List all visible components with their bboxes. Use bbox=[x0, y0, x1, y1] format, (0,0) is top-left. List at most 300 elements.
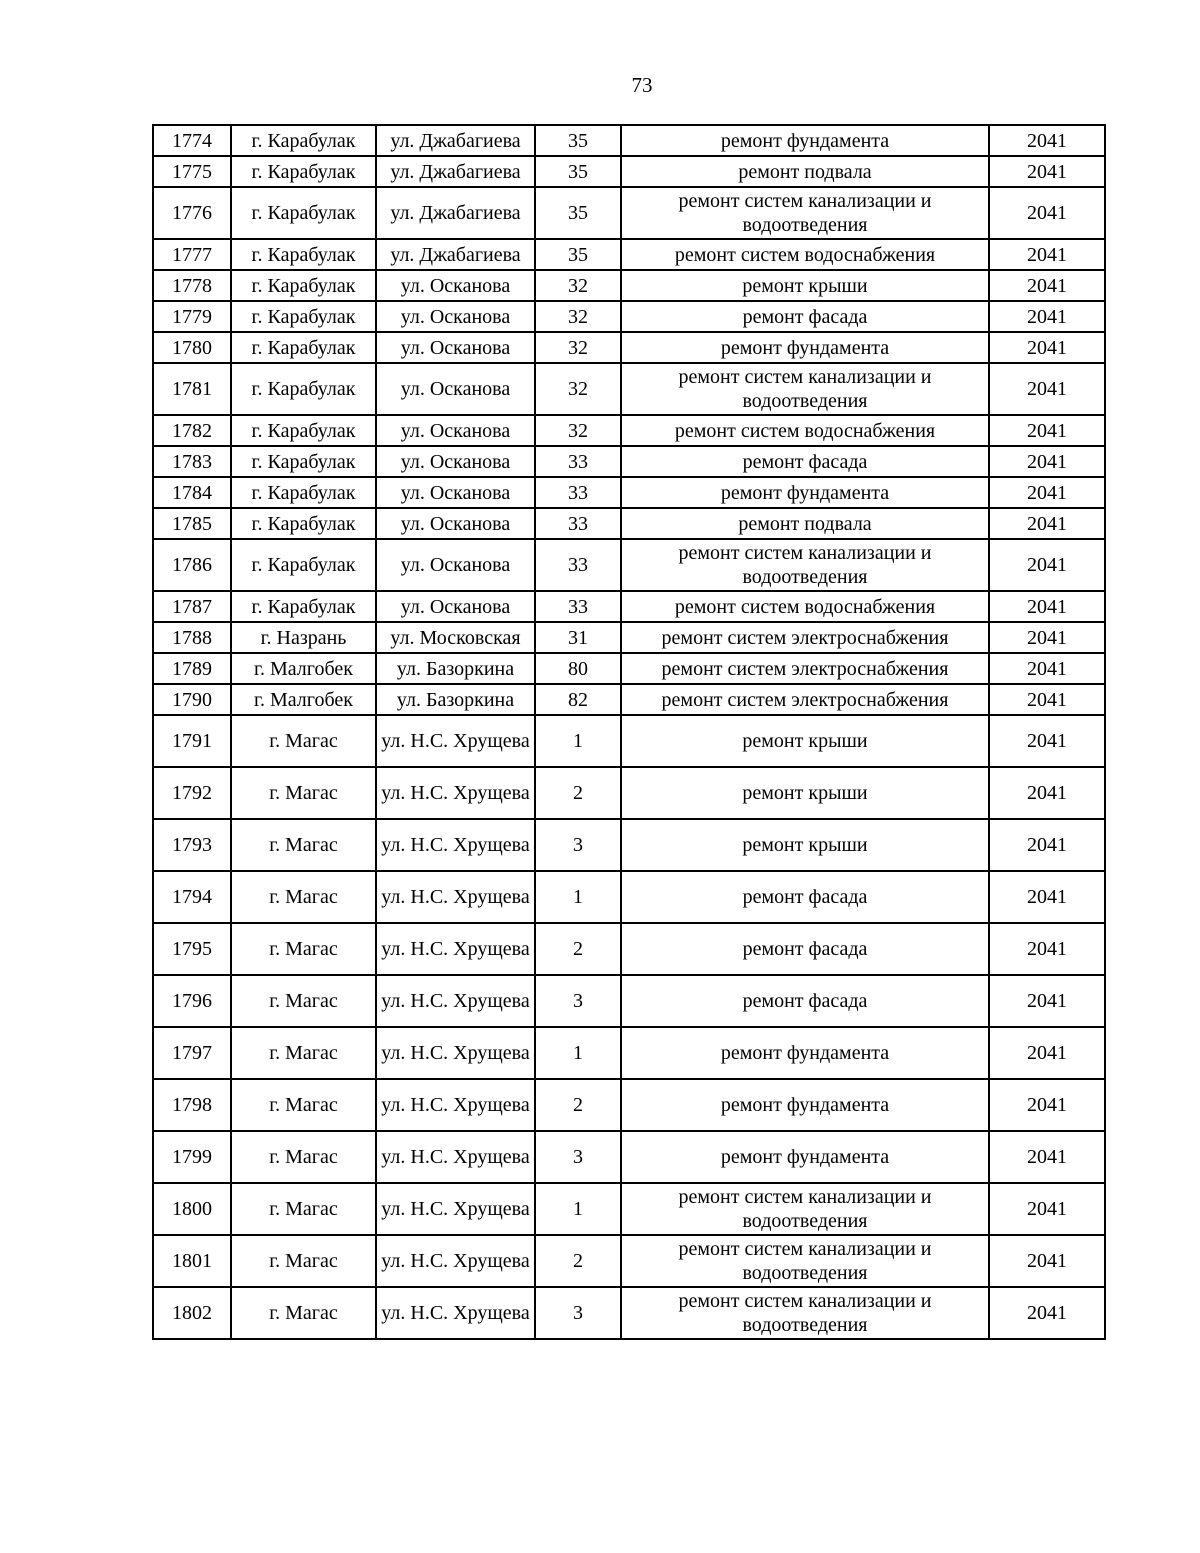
cell-number bbox=[153, 1131, 231, 1183]
cell-street-text: ул. Н.С. Хрущева bbox=[381, 886, 530, 908]
cell-street-text: ул. Осканова bbox=[400, 450, 511, 473]
cell-house bbox=[535, 477, 621, 508]
cell-street-text: ул. Н.С. Хрущева bbox=[381, 1250, 530, 1272]
cell-work-type bbox=[621, 975, 989, 1027]
cell-year bbox=[989, 1027, 1105, 1079]
cell-year-text: 2041 bbox=[1027, 886, 1067, 908]
cell-house bbox=[535, 923, 621, 975]
cell-city-text: г. Магас bbox=[269, 1302, 338, 1324]
table-row bbox=[153, 767, 1105, 819]
cell-year-text: 2041 bbox=[1027, 305, 1067, 328]
cell-city-text: г. Карабулак bbox=[251, 305, 356, 328]
cell-year-text: 2041 bbox=[1027, 160, 1067, 183]
cell-house-text: 3 bbox=[573, 1146, 583, 1168]
cell-city-text: г. Карабулак bbox=[251, 378, 356, 400]
cell-work-type-text: ремонт систем канализации и водоотведения bbox=[678, 1290, 932, 1336]
cell-street-text: ул. Осканова bbox=[400, 595, 511, 618]
cell-house-text: 31 bbox=[568, 626, 588, 649]
cell-work-type bbox=[621, 477, 989, 508]
cell-street-text: ул. Московская bbox=[390, 626, 521, 649]
cell-house bbox=[535, 1287, 621, 1339]
cell-year-text: 2041 bbox=[1027, 450, 1067, 473]
cell-number-text: 1785 bbox=[172, 512, 212, 535]
cell-city bbox=[231, 1079, 376, 1131]
cell-number-text: 1789 bbox=[172, 657, 212, 680]
cell-year bbox=[989, 767, 1105, 819]
cell-house bbox=[535, 684, 621, 715]
table-row bbox=[153, 187, 1105, 239]
cell-city-text: г. Магас bbox=[269, 1146, 338, 1168]
cell-work-type bbox=[621, 871, 989, 923]
page-number: 73 bbox=[631, 73, 653, 97]
cell-city bbox=[231, 653, 376, 684]
cell-work-type-text: ремонт фундамента bbox=[720, 336, 890, 359]
cell-number-text: 1787 bbox=[172, 595, 212, 618]
cell-work-type bbox=[621, 923, 989, 975]
cell-house bbox=[535, 332, 621, 363]
cell-number-text: 1777 bbox=[172, 243, 212, 266]
cell-city bbox=[231, 622, 376, 653]
cell-house-text: 3 bbox=[573, 1302, 583, 1324]
cell-number-text: 1796 bbox=[172, 990, 212, 1012]
cell-year bbox=[989, 591, 1105, 622]
cell-year bbox=[989, 477, 1105, 508]
cell-year bbox=[989, 270, 1105, 301]
cell-house-text: 33 bbox=[568, 481, 588, 504]
table-row bbox=[153, 923, 1105, 975]
cell-street bbox=[376, 1131, 535, 1183]
cell-work-type bbox=[621, 1027, 989, 1079]
cell-number-text: 1802 bbox=[172, 1302, 212, 1324]
cell-house bbox=[535, 1235, 621, 1287]
cell-city-text: г. Карабулак bbox=[251, 595, 356, 618]
cell-number bbox=[153, 1235, 231, 1287]
cell-work-type-text: ремонт фасада bbox=[742, 305, 868, 328]
cell-number-text: 1782 bbox=[172, 419, 212, 442]
cell-house-text: 1 bbox=[573, 1198, 583, 1220]
cell-work-type-text: ремонт фундамента bbox=[720, 481, 890, 504]
cell-street-text: ул. Н.С. Хрущева bbox=[381, 1042, 530, 1064]
cell-number-text: 1791 bbox=[172, 730, 212, 752]
cell-street-text: ул. Н.С. Хрущева bbox=[381, 730, 530, 752]
cell-work-type bbox=[621, 301, 989, 332]
cell-work-type bbox=[621, 1079, 989, 1131]
cell-number bbox=[153, 591, 231, 622]
table-row bbox=[153, 1079, 1105, 1131]
cell-work-type bbox=[621, 1131, 989, 1183]
cell-number-text: 1778 bbox=[172, 274, 212, 297]
cell-year-text: 2041 bbox=[1027, 419, 1067, 442]
cell-street bbox=[376, 125, 535, 156]
cell-city-text: г. Карабулак bbox=[251, 274, 356, 297]
cell-city-text: г. Карабулак bbox=[251, 512, 356, 535]
table-row bbox=[153, 270, 1105, 301]
cell-year bbox=[989, 622, 1105, 653]
cell-street-text: ул. Джабагиева bbox=[390, 243, 521, 266]
cell-year-text: 2041 bbox=[1027, 336, 1067, 359]
cell-number-text: 1801 bbox=[172, 1250, 212, 1272]
cell-number bbox=[153, 125, 231, 156]
cell-house-text: 3 bbox=[573, 990, 583, 1012]
cell-house bbox=[535, 653, 621, 684]
cell-number bbox=[153, 156, 231, 187]
cell-city-text: г. Магас bbox=[269, 938, 338, 960]
cell-year bbox=[989, 1183, 1105, 1235]
cell-year-text: 2041 bbox=[1027, 1250, 1067, 1272]
cell-city-text: г. Карабулак bbox=[251, 336, 356, 359]
cell-street-text: ул. Базоркина bbox=[396, 688, 515, 711]
cell-street bbox=[376, 539, 535, 591]
cell-work-type-text: ремонт крыши bbox=[742, 274, 868, 297]
cell-city-text: г. Назрань bbox=[260, 626, 347, 649]
cell-number bbox=[153, 1287, 231, 1339]
cell-street-text: ул. Осканова bbox=[400, 512, 511, 535]
cell-street-text: ул. Н.С. Хрущева bbox=[381, 938, 530, 960]
cell-street-text: ул. Н.С. Хрущева bbox=[381, 1302, 530, 1324]
cell-street-text: ул. Осканова bbox=[400, 378, 511, 400]
cell-year-text: 2041 bbox=[1027, 512, 1067, 535]
cell-city bbox=[231, 1027, 376, 1079]
cell-house-text: 33 bbox=[568, 512, 588, 535]
cell-street bbox=[376, 622, 535, 653]
cell-year-text: 2041 bbox=[1027, 938, 1067, 960]
cell-house bbox=[535, 1079, 621, 1131]
cell-work-type bbox=[621, 156, 989, 187]
cell-street bbox=[376, 767, 535, 819]
cell-house bbox=[535, 767, 621, 819]
cell-house-text: 2 bbox=[573, 1094, 583, 1116]
cell-street-text: ул. Осканова bbox=[400, 481, 511, 504]
cell-number-text: 1794 bbox=[172, 886, 212, 908]
cell-number bbox=[153, 767, 231, 819]
cell-year bbox=[989, 684, 1105, 715]
table-row bbox=[153, 1235, 1105, 1287]
cell-work-type bbox=[621, 715, 989, 767]
cell-year-text: 2041 bbox=[1027, 274, 1067, 297]
cell-work-type-text: ремонт крыши bbox=[742, 782, 868, 804]
cell-house bbox=[535, 270, 621, 301]
table-row bbox=[153, 301, 1105, 332]
cell-number bbox=[153, 363, 231, 415]
cell-number-text: 1781 bbox=[172, 378, 212, 400]
table-row bbox=[153, 1287, 1105, 1339]
cell-street bbox=[376, 1027, 535, 1079]
cell-city-text: г. Магас bbox=[269, 730, 338, 752]
cell-house-text: 35 bbox=[568, 243, 588, 266]
cell-city bbox=[231, 1183, 376, 1235]
cell-city-text: г. Магас bbox=[269, 1198, 338, 1220]
cell-number bbox=[153, 684, 231, 715]
cell-work-type-text: ремонт систем водоснабжения bbox=[674, 595, 936, 618]
cell-work-type-text: ремонт систем канализации и водоотведения bbox=[678, 1238, 932, 1284]
cell-house-text: 32 bbox=[568, 419, 588, 442]
cell-work-type-text: ремонт подвала bbox=[738, 512, 872, 535]
cell-work-type-text: ремонт фасада bbox=[742, 938, 868, 960]
cell-number-text: 1784 bbox=[172, 481, 212, 504]
cell-year bbox=[989, 508, 1105, 539]
cell-work-type-text: ремонт систем канализации и водоотведения bbox=[678, 1186, 932, 1232]
cell-street bbox=[376, 819, 535, 871]
cell-house bbox=[535, 301, 621, 332]
cell-house bbox=[535, 622, 621, 653]
cell-house bbox=[535, 1027, 621, 1079]
cell-year-text: 2041 bbox=[1027, 595, 1067, 618]
table-body bbox=[153, 125, 1105, 1339]
table-row bbox=[153, 415, 1105, 446]
cell-house-text: 1 bbox=[573, 886, 583, 908]
cell-city-text: г. Карабулак bbox=[251, 481, 356, 504]
cell-number-text: 1797 bbox=[172, 1042, 212, 1064]
cell-street bbox=[376, 187, 535, 239]
repair-schedule-table bbox=[152, 124, 1106, 1340]
cell-work-type bbox=[621, 591, 989, 622]
cell-year-text: 2041 bbox=[1027, 1146, 1067, 1168]
cell-house bbox=[535, 1183, 621, 1235]
cell-work-type bbox=[621, 239, 989, 270]
cell-work-type bbox=[621, 539, 989, 591]
cell-city-text: г. Магас bbox=[269, 1042, 338, 1064]
cell-number bbox=[153, 539, 231, 591]
cell-house-text: 32 bbox=[568, 378, 588, 400]
cell-street bbox=[376, 415, 535, 446]
cell-street bbox=[376, 363, 535, 415]
cell-street bbox=[376, 923, 535, 975]
cell-street bbox=[376, 975, 535, 1027]
cell-city bbox=[231, 591, 376, 622]
cell-city-text: г. Магас bbox=[269, 990, 338, 1012]
cell-work-type bbox=[621, 1183, 989, 1235]
cell-work-type-text: ремонт систем канализации и водоотведения bbox=[678, 542, 932, 588]
cell-number bbox=[153, 446, 231, 477]
cell-city-text: г. Карабулак bbox=[251, 243, 356, 266]
cell-number-text: 1790 bbox=[172, 688, 212, 711]
cell-work-type-text: ремонт систем электроснабжения bbox=[661, 626, 949, 649]
cell-work-type bbox=[621, 819, 989, 871]
cell-work-type bbox=[621, 446, 989, 477]
cell-year bbox=[989, 715, 1105, 767]
cell-house bbox=[535, 187, 621, 239]
table-row bbox=[153, 539, 1105, 591]
cell-city-text: г. Магас bbox=[269, 1250, 338, 1272]
cell-work-type-text: ремонт фасада bbox=[742, 886, 868, 908]
cell-work-type bbox=[621, 653, 989, 684]
table-row bbox=[153, 684, 1105, 715]
cell-city-text: г. Карабулак bbox=[251, 202, 356, 224]
cell-city bbox=[231, 1235, 376, 1287]
cell-number bbox=[153, 1183, 231, 1235]
cell-year bbox=[989, 539, 1105, 591]
cell-year-text: 2041 bbox=[1027, 782, 1067, 804]
cell-city bbox=[231, 975, 376, 1027]
cell-street-text: ул. Н.С. Хрущева bbox=[381, 1094, 530, 1116]
cell-house-text: 35 bbox=[568, 160, 588, 183]
cell-city-text: г. Карабулак bbox=[251, 450, 356, 473]
cell-work-type bbox=[621, 622, 989, 653]
cell-year-text: 2041 bbox=[1027, 730, 1067, 752]
cell-number-text: 1779 bbox=[172, 305, 212, 328]
cell-city-text: г. Магас bbox=[269, 834, 338, 856]
cell-year-text: 2041 bbox=[1027, 834, 1067, 856]
cell-city bbox=[231, 270, 376, 301]
cell-street-text: ул. Н.С. Хрущева bbox=[381, 990, 530, 1012]
cell-year bbox=[989, 819, 1105, 871]
cell-number-text: 1776 bbox=[172, 202, 212, 224]
cell-year bbox=[989, 1235, 1105, 1287]
cell-year bbox=[989, 975, 1105, 1027]
cell-street-text: ул. Н.С. Хрущева bbox=[381, 1146, 530, 1168]
cell-house-text: 1 bbox=[573, 1042, 583, 1064]
cell-street bbox=[376, 653, 535, 684]
cell-street bbox=[376, 301, 535, 332]
cell-year bbox=[989, 1131, 1105, 1183]
cell-work-type-text: ремонт фасада bbox=[742, 450, 868, 473]
table-row bbox=[153, 715, 1105, 767]
cell-work-type bbox=[621, 508, 989, 539]
cell-street bbox=[376, 239, 535, 270]
cell-year bbox=[989, 301, 1105, 332]
cell-house-text: 2 bbox=[573, 1250, 583, 1272]
cell-year-text: 2041 bbox=[1027, 657, 1067, 680]
cell-number-text: 1795 bbox=[172, 938, 212, 960]
cell-work-type-text: ремонт фундамента bbox=[720, 1094, 890, 1116]
cell-city bbox=[231, 508, 376, 539]
cell-year bbox=[989, 871, 1105, 923]
cell-number bbox=[153, 301, 231, 332]
cell-year bbox=[989, 239, 1105, 270]
cell-work-type bbox=[621, 363, 989, 415]
cell-house-text: 33 bbox=[568, 450, 588, 473]
cell-number bbox=[153, 1027, 231, 1079]
cell-number-text: 1786 bbox=[172, 554, 212, 576]
cell-house bbox=[535, 415, 621, 446]
cell-house bbox=[535, 591, 621, 622]
cell-year-text: 2041 bbox=[1027, 1042, 1067, 1064]
cell-street-text: ул. Базоркина bbox=[396, 657, 515, 680]
cell-city bbox=[231, 239, 376, 270]
cell-year bbox=[989, 653, 1105, 684]
cell-house bbox=[535, 508, 621, 539]
cell-house bbox=[535, 539, 621, 591]
cell-year-text: 2041 bbox=[1027, 481, 1067, 504]
cell-number bbox=[153, 508, 231, 539]
cell-year bbox=[989, 332, 1105, 363]
table-row bbox=[153, 125, 1105, 156]
cell-year bbox=[989, 363, 1105, 415]
cell-house-text: 32 bbox=[568, 274, 588, 297]
cell-city-text: г. Магас bbox=[269, 782, 338, 804]
cell-year bbox=[989, 1287, 1105, 1339]
cell-city bbox=[231, 301, 376, 332]
cell-house-text: 35 bbox=[568, 129, 588, 152]
cell-city bbox=[231, 715, 376, 767]
table-row bbox=[153, 156, 1105, 187]
cell-year bbox=[989, 187, 1105, 239]
cell-number-text: 1774 bbox=[172, 129, 212, 152]
table-row bbox=[153, 1183, 1105, 1235]
cell-number bbox=[153, 975, 231, 1027]
cell-work-type-text: ремонт крыши bbox=[742, 730, 868, 752]
table-row bbox=[153, 332, 1105, 363]
cell-city bbox=[231, 156, 376, 187]
cell-street bbox=[376, 270, 535, 301]
cell-number bbox=[153, 270, 231, 301]
cell-number bbox=[153, 187, 231, 239]
cell-street bbox=[376, 332, 535, 363]
cell-house-text: 33 bbox=[568, 595, 588, 618]
table-row bbox=[153, 975, 1105, 1027]
cell-number-text: 1800 bbox=[172, 1198, 212, 1220]
cell-number-text: 1783 bbox=[172, 450, 212, 473]
cell-work-type-text: ремонт фасада bbox=[742, 990, 868, 1012]
cell-number bbox=[153, 1079, 231, 1131]
cell-street bbox=[376, 715, 535, 767]
table-row bbox=[153, 622, 1105, 653]
cell-work-type-text: ремонт систем водоснабжения bbox=[674, 243, 936, 266]
cell-street bbox=[376, 1079, 535, 1131]
table-row bbox=[153, 508, 1105, 539]
cell-number-text: 1788 bbox=[172, 626, 212, 649]
cell-city bbox=[231, 539, 376, 591]
table-row bbox=[153, 477, 1105, 508]
cell-street bbox=[376, 591, 535, 622]
cell-work-type bbox=[621, 270, 989, 301]
cell-street-text: ул. Джабагиева bbox=[390, 202, 521, 224]
cell-number bbox=[153, 653, 231, 684]
cell-house-text: 32 bbox=[568, 305, 588, 328]
cell-number bbox=[153, 622, 231, 653]
cell-city bbox=[231, 819, 376, 871]
cell-year-text: 2041 bbox=[1027, 202, 1067, 224]
cell-street bbox=[376, 477, 535, 508]
cell-street bbox=[376, 1235, 535, 1287]
cell-work-type-text: ремонт крыши bbox=[742, 834, 868, 856]
cell-year-text: 2041 bbox=[1027, 243, 1067, 266]
cell-city bbox=[231, 684, 376, 715]
cell-house bbox=[535, 1131, 621, 1183]
cell-street-text: ул. Н.С. Хрущева bbox=[381, 834, 530, 856]
cell-work-type bbox=[621, 125, 989, 156]
cell-city-text: г. Малгобек bbox=[254, 688, 353, 711]
cell-work-type bbox=[621, 1287, 989, 1339]
cell-street bbox=[376, 446, 535, 477]
cell-city bbox=[231, 767, 376, 819]
cell-street-text: ул. Джабагиева bbox=[390, 160, 521, 183]
cell-work-type bbox=[621, 332, 989, 363]
cell-house bbox=[535, 871, 621, 923]
cell-work-type-text: ремонт фундамента bbox=[720, 1146, 890, 1168]
cell-street bbox=[376, 508, 535, 539]
cell-city bbox=[231, 187, 376, 239]
cell-number-text: 1792 bbox=[172, 782, 212, 804]
cell-house-text: 80 bbox=[568, 657, 588, 680]
cell-street-text: ул. Осканова bbox=[400, 336, 511, 359]
cell-year-text: 2041 bbox=[1027, 626, 1067, 649]
cell-number-text: 1799 bbox=[172, 1146, 212, 1168]
cell-number bbox=[153, 871, 231, 923]
cell-work-type-text: ремонт систем канализации и водоотведения bbox=[678, 190, 932, 236]
cell-city bbox=[231, 1287, 376, 1339]
cell-work-type-text: ремонт систем водоснабжения bbox=[674, 419, 936, 442]
cell-year bbox=[989, 415, 1105, 446]
cell-street-text: ул. Н.С. Хрущева bbox=[381, 782, 530, 804]
cell-work-type bbox=[621, 1235, 989, 1287]
cell-city-text: г. Карабулак bbox=[251, 129, 356, 152]
cell-street-text: ул. Джабагиева bbox=[390, 129, 521, 152]
cell-year-text: 2041 bbox=[1027, 1198, 1067, 1220]
cell-house-text: 33 bbox=[568, 554, 588, 576]
cell-street-text: ул. Н.С. Хрущева bbox=[381, 1198, 530, 1220]
table-row bbox=[153, 1131, 1105, 1183]
